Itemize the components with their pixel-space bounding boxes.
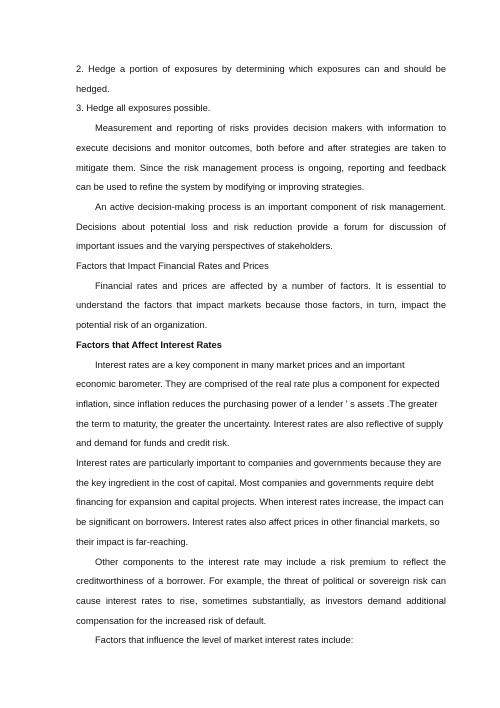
paragraph-financial-rates: Financial rates and prices are affected by a number of factors. It is essential to understand the factors that impact markets because those factors, in turn, impact the potential risk of an organization. [76, 280, 446, 331]
paragraph-active-decision: An active decision-making process is an important component of risk management. Decisions about potential loss and risk reduction provide a forum for discussion of important issues and the varying perspectives of stakeholders. [76, 201, 446, 252]
section-title: Factors that Impact Financial Rates and Prices [76, 261, 269, 272]
paragraph-factors: Factors that influence the level of market interest rates include: [95, 635, 354, 646]
subheading-interest-rates: Factors that Affect Interest Rates [76, 339, 222, 350]
list-item-3: 3. Hedge all exposures possible. [76, 103, 211, 114]
list-item-2: 2. Hedge a portion of exposures by determining which exposures can and should be hedged. [76, 64, 446, 94]
paragraph-interest-rates-1: Interest rates are a key component in many market prices and an important economic barometer. They are comprised of the real rate plus a component for expected inflation, since inflation reduces the purchasing power of a lender ' s assets .The greater the term to maturity, the greater the uncertainty. Interest rates are also reflective of supply and demand for funds and credit risk. [76, 359, 444, 449]
paragraph-measurement: Measurement and reporting of risks provides decision makers with information to execute decisions and monitor outcomes, both before and after strategies are taken to mitigate them. Since the risk management process is ongoing, reporting and feedback can be used to refine the system by modifying or improving strategies. [76, 123, 446, 193]
paragraph-other-components: Other components to the interest rate may include a risk premium to reflect the creditworthiness of a borrower. For example, the threat of political or sovereign risk can cause interest rates to rise, sometimes substantially, as investors demand additional compensation for the increased risk of default. [76, 556, 446, 626]
paragraph-interest-rates-2: Interest rates are particularly important to companies and governments because they are the key ingredient in the cost of capital. Most companies and governments require debt financing for expansion and capital projects. When interest rates increase, the impact can be significant on borrowers. Interest rates also affect prices in other financial markets, so their impact is far-reaching. [76, 458, 444, 547]
document-body [76, 60, 446, 651]
